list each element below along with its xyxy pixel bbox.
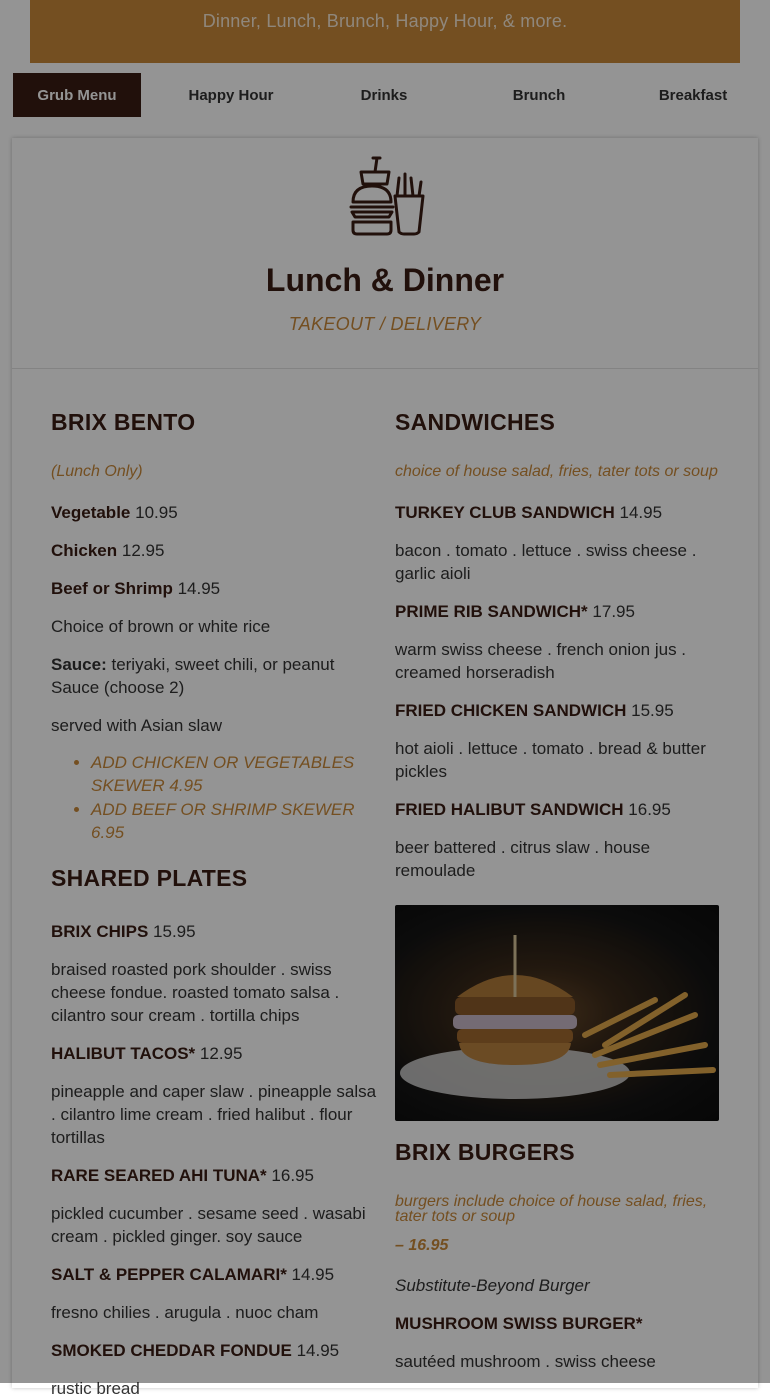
menu-item [51, 1263, 381, 1286]
item-price: 16.95 [271, 1166, 314, 1185]
menu-item [51, 539, 381, 562]
addon-item: • ADD BEEF OR SHRIMP SKEWER 6.95 [91, 798, 381, 844]
item-description: hot aioli . lettuce . tomato . bread & butter pickles [395, 739, 706, 781]
item-price: 16.95 [628, 800, 671, 819]
menu-subtitle: TAKEOUT / DELIVERY [288, 314, 482, 334]
tab-grub-menu[interactable]: Grub Menu [13, 73, 141, 117]
menu-tabs [13, 73, 757, 117]
addon-list [51, 751, 381, 844]
burgers-note: burgers include choice of house salad, fries, tater tots or soup [395, 1193, 708, 1225]
burger-photo [395, 905, 719, 1121]
menu-item [51, 1339, 381, 1362]
left-column [51, 408, 381, 1400]
item-description: pickled cucumber . sesame seed . wasabi cream . pickled ginger. soy sauce [51, 1204, 366, 1246]
item-price: 15.95 [631, 701, 674, 720]
menu-item [51, 1164, 381, 1187]
menu-title: Lunch & Dinner [265, 262, 505, 298]
menu-item [51, 920, 381, 943]
burger-fries-image [395, 905, 719, 1121]
sandwiches-note: choice of house salad, fries, tater tots or soup [395, 463, 718, 480]
rice-option: Choice of brown or white rice [51, 617, 271, 636]
item-price: 15.95 [153, 922, 196, 941]
menu-item [395, 699, 720, 722]
item-description: sautéed mushroom . swiss cheese [395, 1352, 656, 1371]
item-name: HALIBUT TACOS* [51, 1044, 196, 1063]
tab-brunch[interactable]: Brunch [512, 86, 566, 104]
burger-fries-drink-icon [347, 154, 425, 238]
burger-substitute: Substitute-Beyond Burger [395, 1276, 590, 1295]
item-description: braised roasted pork shoulder . swiss cheese fondue. roasted tomato salsa . cilantro sour cream . tortilla chips [51, 960, 340, 1025]
item-price: 12.95 [121, 541, 165, 560]
menu-item [51, 501, 381, 524]
item-name: BRIX CHIPS [51, 922, 149, 941]
section-title-bento: BRIX BENTO [51, 409, 196, 435]
menu-item [395, 600, 720, 623]
item-name: RARE SEARED AHI TUNA* [51, 1166, 267, 1185]
section-title-shared: SHARED PLATES [51, 865, 248, 891]
item-name: PRIME RIB SANDWICH* [395, 602, 588, 621]
menu-item [395, 798, 720, 821]
menu-item [395, 1312, 720, 1335]
item-description: rustic bread [51, 1379, 140, 1398]
menu-item [51, 577, 381, 600]
item-description: fresno chilies . arugula . nuoc cham [51, 1303, 319, 1322]
menu-item [51, 1042, 381, 1065]
header-divider [12, 368, 758, 369]
item-price: 10.95 [135, 503, 178, 522]
item-price: 14.95 [296, 1341, 340, 1360]
tab-happy-hour[interactable]: Happy Hour [188, 86, 274, 104]
item-price: 14.95 [177, 579, 221, 598]
item-price: 14.95 [619, 503, 663, 522]
bento-note: (Lunch Only) [51, 463, 143, 480]
section-title-burgers: BRIX BURGERS [395, 1139, 575, 1165]
right-column [395, 408, 720, 1373]
tab-breakfast[interactable]: Breakfast [658, 86, 728, 104]
sauce-option [51, 653, 381, 699]
item-name: Chicken [51, 541, 118, 560]
item-price: 14.95 [291, 1265, 335, 1284]
hero-banner [30, 0, 740, 63]
item-description: warm swiss cheese . french onion jus . creamed horseradish [395, 640, 687, 682]
item-name: Vegetable [51, 503, 131, 522]
item-price: 17.95 [592, 602, 635, 621]
sauce-text: teriyaki, sweet chili, or peanut Sauce (choose 2) [51, 655, 335, 697]
addon-item: • ADD CHICKEN OR VEGETABLES SKEWER 4.95 [91, 751, 381, 797]
item-name: SMOKED CHEDDAR FONDUE [51, 1341, 292, 1360]
item-name: Beef or Shrimp [51, 579, 173, 598]
sauce-label: Sauce: [51, 655, 107, 674]
burgers-price: – 16.95 [395, 1237, 449, 1254]
item-name: TURKEY CLUB SANDWICH [395, 503, 615, 522]
item-name: MUSHROOM SWISS BURGER* [395, 1314, 643, 1333]
item-description: pineapple and caper slaw . pineapple salsa . cilantro lime cream . fried halibut . flour tortillas [51, 1082, 377, 1147]
served-with: served with Asian slaw [51, 716, 223, 735]
item-name: SALT & PEPPER CALAMARI* [51, 1265, 287, 1284]
item-name: FRIED HALIBUT SANDWICH [395, 800, 624, 819]
item-price: 12.95 [199, 1044, 243, 1063]
item-description: bacon . tomato . lettuce . swiss cheese . garlic aioli [395, 541, 697, 583]
menu-item [395, 501, 720, 524]
item-name: FRIED CHICKEN SANDWICH [395, 701, 627, 720]
section-title-sandwiches: SANDWICHES [395, 409, 556, 435]
item-description: beer battered . citrus slaw . house remoulade [395, 838, 651, 880]
tab-drinks[interactable]: Drinks [360, 86, 408, 104]
banner-tagline: Dinner, Lunch, Brunch, Happy Hour, & more. [202, 11, 568, 31]
